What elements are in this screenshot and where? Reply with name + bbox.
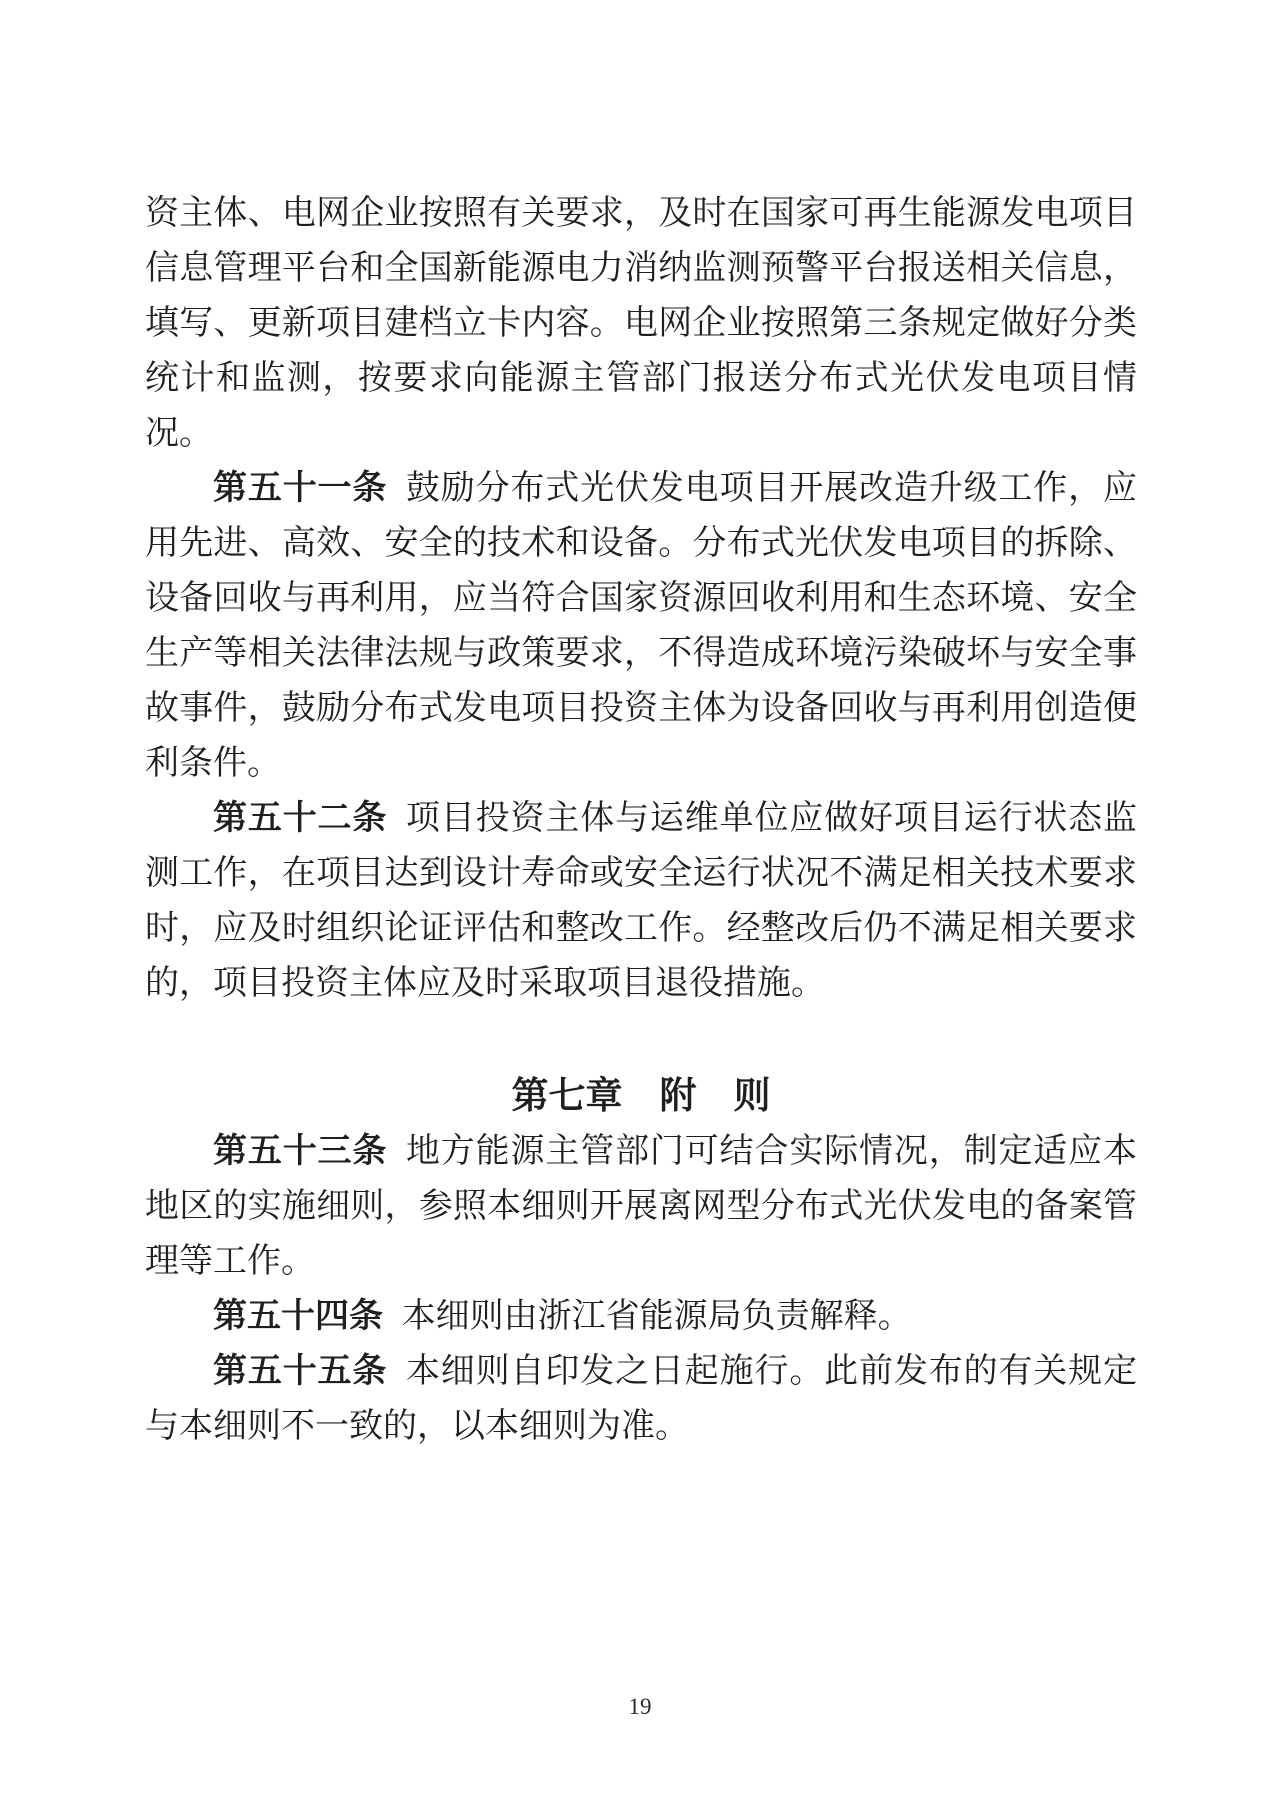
chapter-heading: 第七章 附 则 (511, 1076, 771, 1117)
paragraph-text: 地方能源主管部门可结合实际情况，制定适应本地区的实施细则，参照本细则开展离网型分布式光伏发电的备案管理等工作。 (145, 1133, 1138, 1280)
article-55-label: 第五十五条 (213, 1353, 388, 1390)
paragraph-article-51 (145, 461, 1137, 791)
paragraph-text: 项目投资主体与运维单位应做好项目运行状态监测工作，在项目达到设计寿命或安全运行状况不满足相关技术要求时，应及时组织论证评估和整改工作。经整改后仍不满足相关要求的，项目投资主体应及时采取项目退役措施。 (145, 800, 1138, 1002)
paragraph-text: 鼓励分布式光伏发电项目开展改造升级工作，应用先进、高效、安全的技术和设备。分布式光伏发电项目的拆除、设备回收与再利用，应当符合国家资源回收利用和生态环境、安全生产等相关法律法规与政策要求，不得造成环境污染破坏与安全事故事件，鼓励分布式发电项目投资主体为设备回收与再利用创造便利条件。 (145, 470, 1138, 782)
paragraph-article-54 (145, 1289, 1137, 1344)
paragraph-article-52 (145, 791, 1137, 1011)
paragraph-text: 本细则自印发之日起施行。此前发布的有关规定与本细则不一致的，以本细则为准。 (145, 1353, 1138, 1445)
paragraph-article-53 (145, 1124, 1137, 1289)
document-body (145, 186, 1137, 1454)
paragraph-continuation (145, 186, 1137, 461)
page-number: 19 (628, 1694, 652, 1719)
paragraph-article-55 (145, 1344, 1137, 1454)
paragraph-text: 本细则由浙江省能源局负责解释。 (401, 1298, 912, 1335)
article-51-label: 第五十一条 (213, 470, 388, 507)
article-54-label: 第五十四条 (213, 1298, 383, 1335)
article-52-label: 第五十二条 (213, 800, 388, 837)
article-53-label: 第五十三条 (213, 1133, 388, 1170)
paragraph-text: 资主体、电网企业按照有关要求，及时在国家可再生能源发电项目信息管理平台和全国新能源电力消纳监测预警平台报送相关信息，填写、更新项目建档立卡内容。电网企业按照第三条规定做好分类统计和监测，按要求向能源主管部门报送分布式光伏发电项目情况。 (145, 195, 1137, 452)
